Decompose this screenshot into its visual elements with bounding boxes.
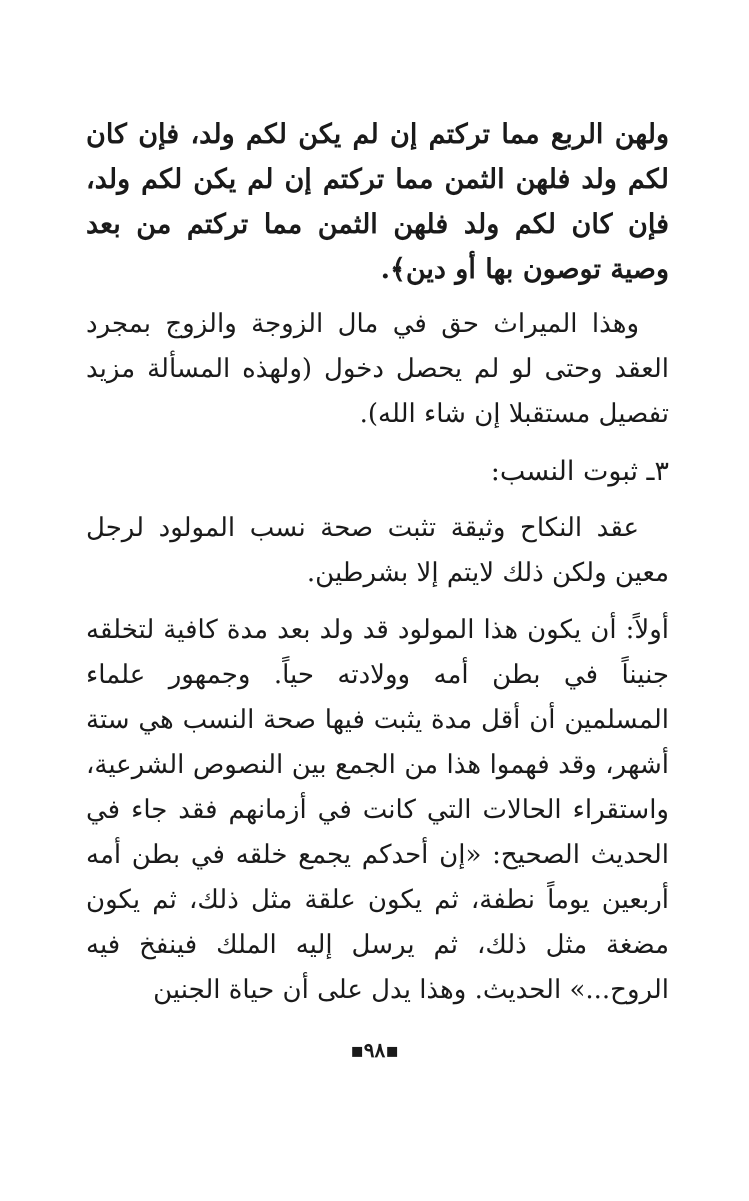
spacer [86,494,669,506]
spacer [86,596,669,608]
spacer [86,437,669,449]
paragraph-inheritance: وهذا الميراث حق في مال الزوجة والزوج بمجرد العقد وحتى لو لم يحصل دخول (ولهذه المسألة مزيد تفصيل مستقبلا إن شاء الله). [86,309,669,429]
page-body [86,112,669,1013]
section-heading-lineage: ٣ـ ثبوت النسب: [490,456,669,487]
quran-excerpt: ولهن الربع مما تركتم إن لم يكن لكم ولد، فإن كان لكم ولد فلهن الثمن مما تركتم إن لم يكن لكم ولد، فإن كان لكم ولد فلهن الثمن مما تركتم من بعد وصية توصون بها أو دين﴾. [86,119,669,285]
paragraph-lineage: عقد النكاح وثيقة تثبت صحة نسب المولود لرجل معين ولكن ذلك لايتم إلا بشرطين. [86,513,669,588]
paragraph-first-condition: أولاً: أن يكون هذا المولود قد ولد بعد مدة كافية لتخلقه جنيناً في بطن أمه وولادته حياً. وجمهور علماء المسلمين أن أقل مدة يثبت فيها صحة النسب هي ستة أشهر، وقد فهموا هذا من الجمع بين النصوص الشرعية، واستقراء الحالات التي كانت في أزمانهم فقد جاء في الحديث الصحيح: «إن أحدكم يجمع خلقه في بطن أمه أربعين يوماً نطفة، ثم يكون علقة مثل ذلك، ثم يكون مضغة مثل ذلك، ثم يرسل إليه الملك فينفخ فيه الروح...» الحديث. وهذا يدل على أن حياة الجنين [86,615,669,1005]
page-number: ▪٩٨▪ [350,1038,399,1062]
